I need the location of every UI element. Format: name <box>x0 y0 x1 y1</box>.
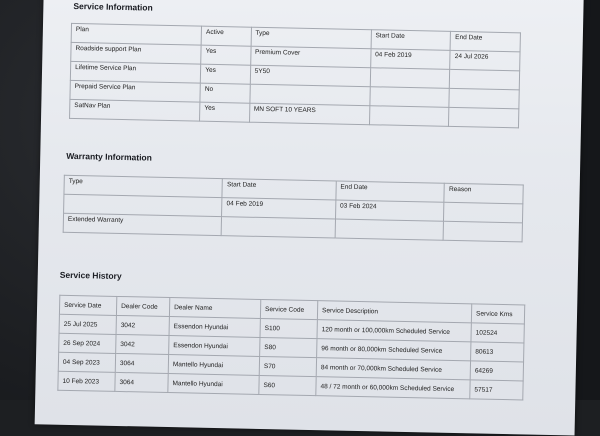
cell-start-date: 04 Feb 2019 <box>370 49 450 70</box>
cell-type: MN SOFT 10 YEARS <box>249 103 369 125</box>
cell-dealer-code: 3042 <box>116 334 169 354</box>
header-start-date: Start Date <box>222 179 336 200</box>
cell-reason <box>443 221 522 242</box>
cell-service-kms: 80613 <box>471 342 524 362</box>
cell-reason <box>444 202 523 223</box>
warranty-table <box>63 175 524 243</box>
header-type: Type <box>251 27 371 49</box>
cell-plan: Roadside support Plan <box>71 42 202 64</box>
header-dealer-name: Dealer Name <box>169 298 260 319</box>
cell-active: Yes <box>200 102 250 122</box>
cell-plan: Prepaid Service Plan <box>70 80 201 102</box>
cell-active: Yes <box>201 45 251 65</box>
cell-start-date <box>370 68 450 89</box>
header-type: Type <box>64 175 223 197</box>
cell-type: Extended Warranty <box>63 213 222 235</box>
cell-service-code: S80 <box>260 337 317 357</box>
cell-service-kms: 64269 <box>470 361 523 381</box>
cell-service-code: S70 <box>259 356 316 376</box>
header-plan: Plan <box>71 23 202 45</box>
header-service-date: Service Date <box>59 295 116 315</box>
header-dealer-code: Dealer Code <box>116 296 169 316</box>
cell-active: No <box>200 83 250 103</box>
service-history-table <box>57 295 525 401</box>
cell-plan: SatNav Plan <box>70 99 201 121</box>
service-information-heading: Service Information <box>73 0 153 13</box>
service-record-document <box>35 0 584 436</box>
cell-dealer-name: Essendon Hyundai <box>169 336 260 357</box>
cell-dealer-code: 3064 <box>115 353 168 373</box>
header-service-description: Service Description <box>317 301 471 323</box>
cell-service-date: 04 Sep 2023 <box>58 352 115 372</box>
cell-type: Premium Cover <box>250 46 370 68</box>
cell-end-date: 24 Jul 2026 <box>450 50 520 70</box>
cell-service-kms: 102524 <box>471 323 524 343</box>
cell-start-date <box>221 217 335 238</box>
header-service-kms: Service Kms <box>471 304 524 324</box>
cell-service-date: 10 Feb 2023 <box>58 371 115 391</box>
header-service-code: Service Code <box>260 299 317 319</box>
cell-end-date: 03 Feb 2024 <box>335 200 444 221</box>
warranty-information-heading: Warranty Information <box>66 150 152 163</box>
cell-service-date: 25 Jul 2025 <box>59 314 116 334</box>
cell-end-date <box>335 219 444 240</box>
header-reason: Reason <box>444 183 523 204</box>
cell-start-date: 04 Feb 2019 <box>222 198 336 219</box>
cell-type: 5Y50 <box>250 65 370 87</box>
cell-type <box>250 84 370 106</box>
header-start-date: Start Date <box>371 30 451 51</box>
cell-end-date <box>450 69 520 89</box>
header-end-date: End Date <box>336 181 445 202</box>
cell-start-date <box>370 87 450 108</box>
cell-dealer-name: Mantello Hyundai <box>168 355 259 376</box>
cell-dealer-name: Mantello Hyundai <box>168 374 259 395</box>
cell-service-description: 48 / 72 month or 60,000km Scheduled Service <box>316 377 470 399</box>
cell-plan: Lifetime Service Plan <box>70 61 201 83</box>
cell-dealer-code: 3064 <box>115 372 168 392</box>
cell-end-date <box>449 88 519 108</box>
cell-active: Yes <box>200 64 250 84</box>
cell-service-description: 96 month or 80,000km Scheduled Service <box>317 339 471 361</box>
cell-end-date <box>449 107 519 127</box>
cell-service-code: S60 <box>259 375 316 395</box>
service-history-heading: Service History <box>59 269 122 282</box>
header-end-date: End Date <box>450 31 520 51</box>
cell-service-description: 84 month or 70,000km Scheduled Service <box>316 358 470 380</box>
service-plans-table <box>69 23 521 128</box>
cell-start-date <box>369 106 449 127</box>
cell-service-date: 26 Sep 2024 <box>59 333 116 353</box>
cell-dealer-code: 3042 <box>116 315 169 335</box>
cell-dealer-name: Essendon Hyundai <box>169 317 260 338</box>
cell-service-description: 120 month or 100,000km Scheduled Service <box>317 320 471 342</box>
cell-service-code: S100 <box>260 318 317 338</box>
cell-service-kms: 57517 <box>470 380 523 400</box>
header-active: Active <box>201 26 251 46</box>
